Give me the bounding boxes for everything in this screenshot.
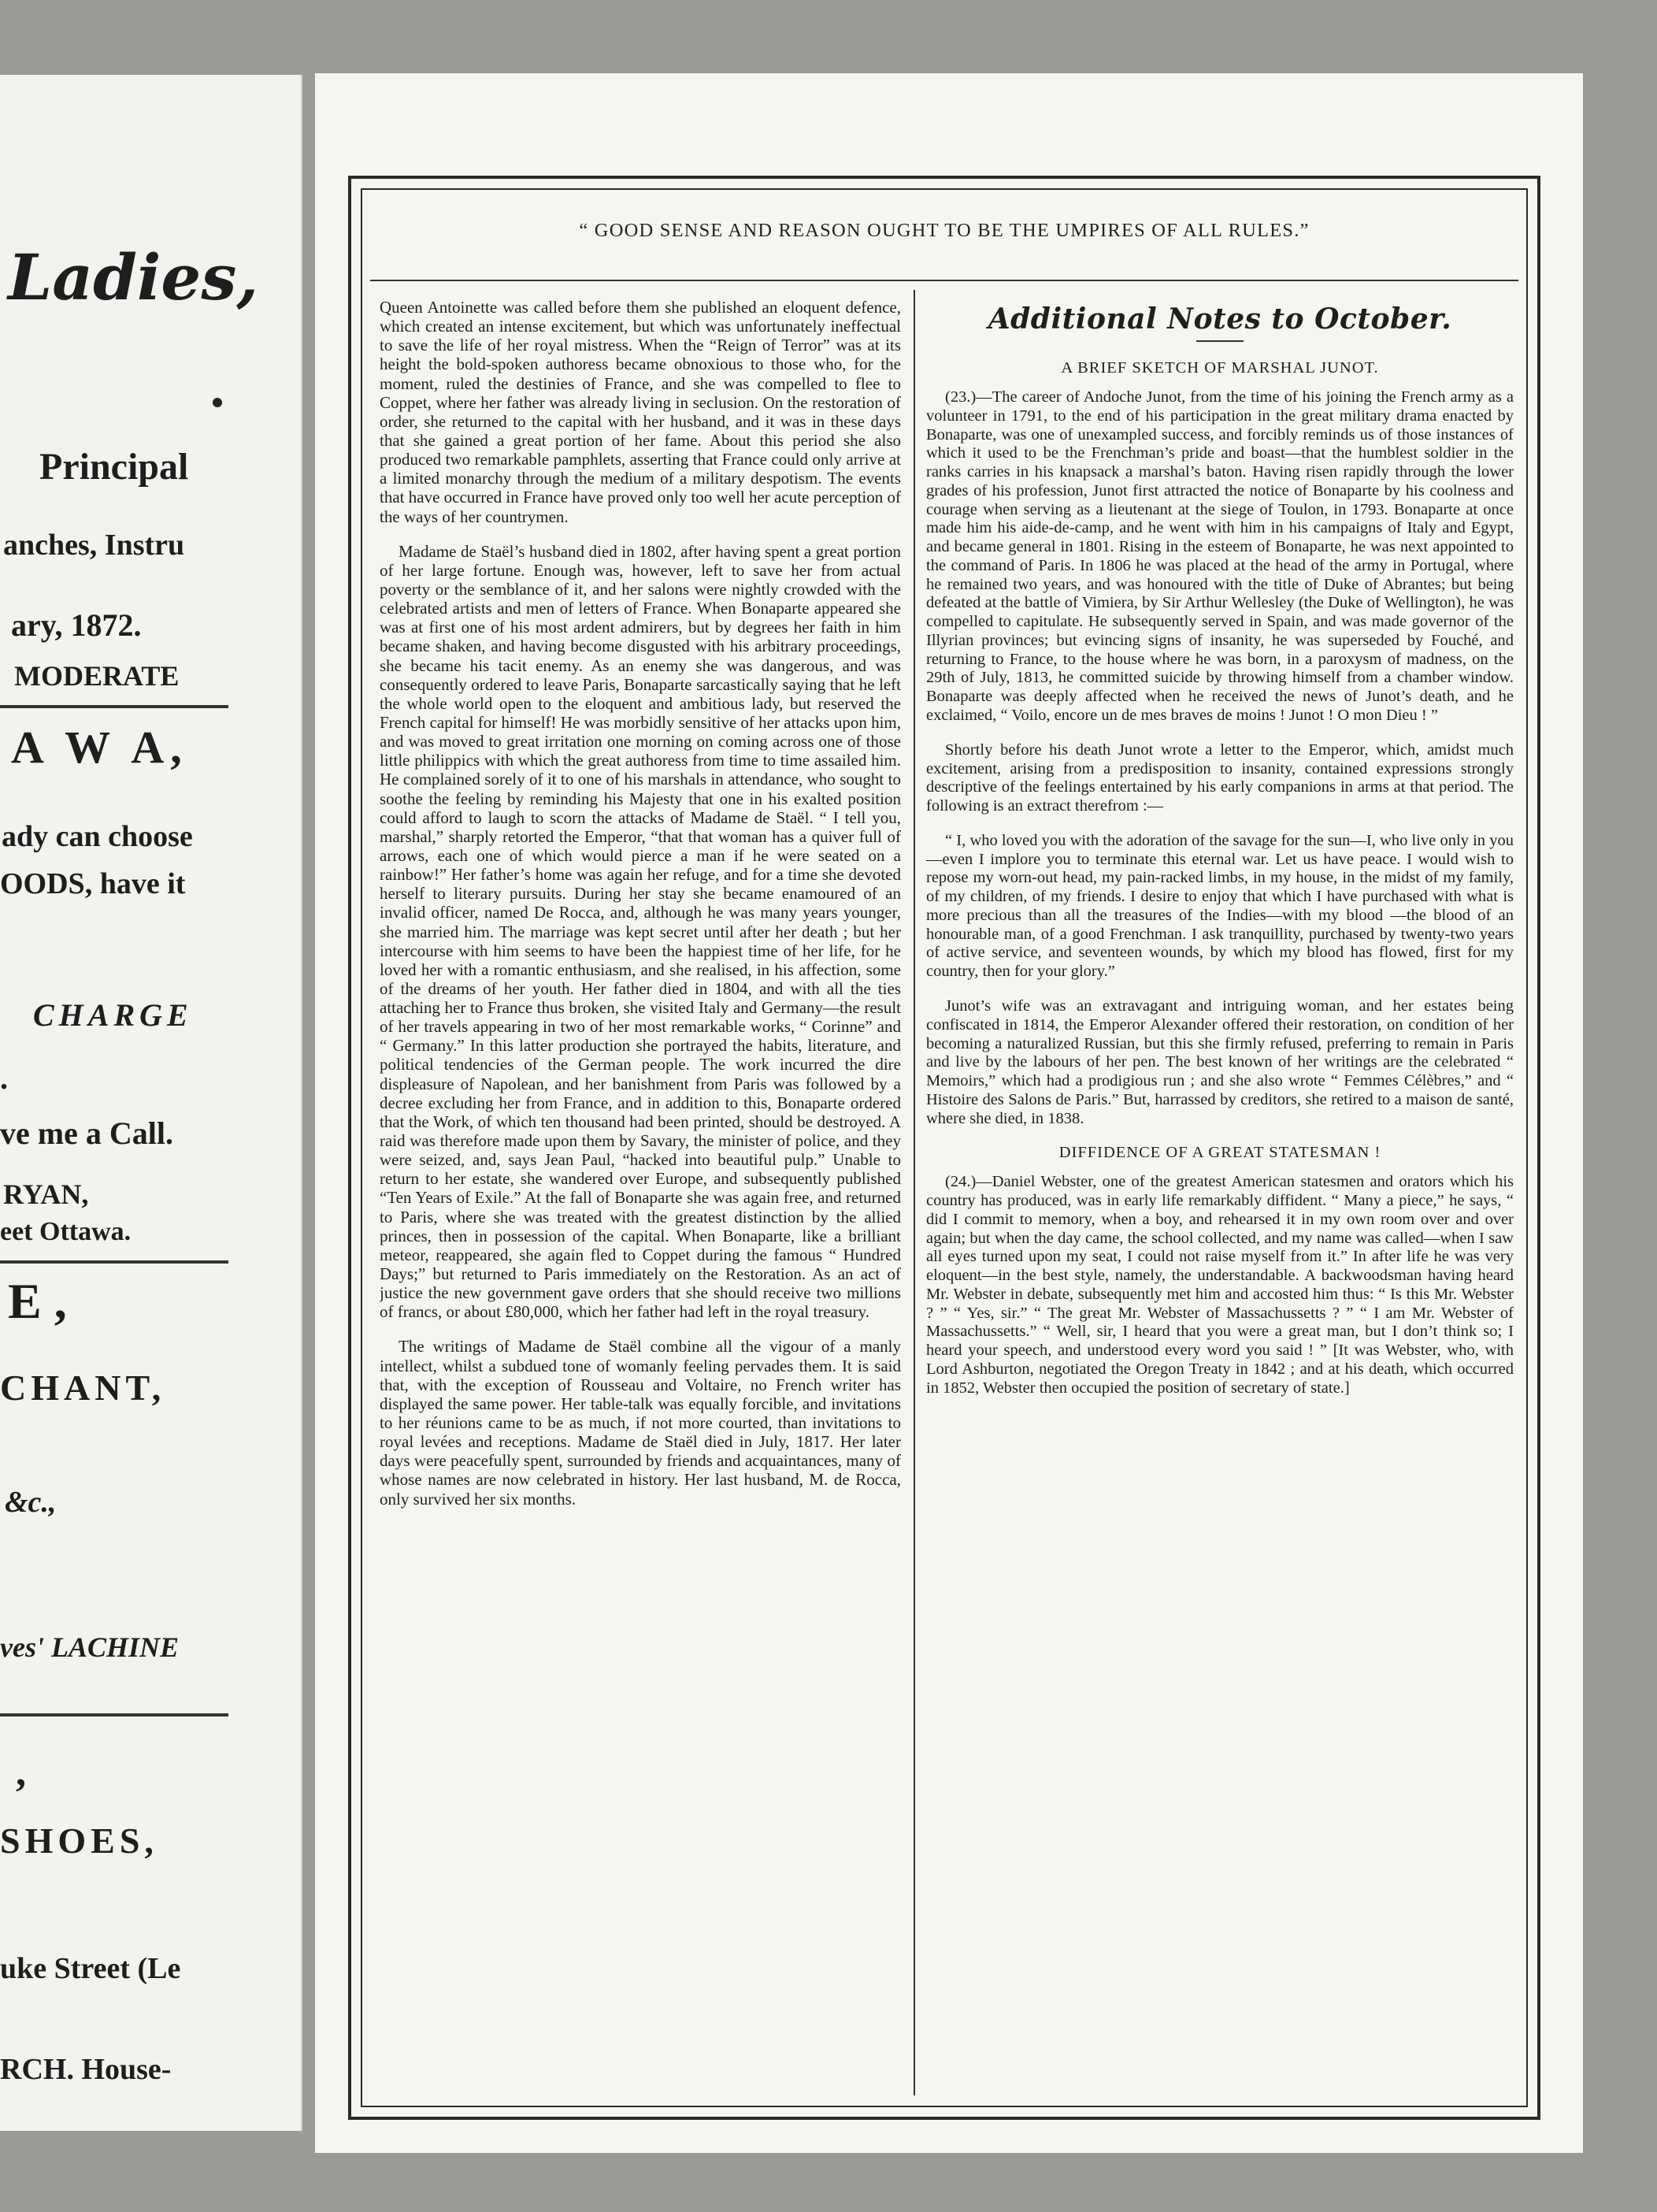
facing-line-shoes: SHOES, [0, 1820, 158, 1861]
facing-line-charge: CHARGE [33, 997, 193, 1033]
left-column [380, 298, 901, 2094]
article-heading: DIFFIDENCE OF A GREAT STATESMAN ! [1058, 1144, 1381, 1162]
facing-line-e: E , [8, 1273, 67, 1329]
facing-line-lachine: ves' LACHINE [0, 1631, 180, 1663]
facing-line-goods: OODS, have it [0, 867, 186, 900]
paragraph: (23.)—The career of Andoche Junot, from the time of his joining the French army as a volunteer in 1791, to the end of his participation in the great military drama enacted by Bonaparte, was one of unexampled success, and forcibly reminds us of those instances of which it used to be the Frenchman’s pride and boast—that the humblest soldier in the ranks carries in his knapsack a marshal’s baton. Having risen rapidly through the lower grades of his profession, Junot first attracted the notice of Bonaparte by his coolness and courage when serving as a lieutenant at the siege of Toulon, in 1793. Bonaparte at once made him his aide-de-camp, and he went with him in his campaigns of Italy and Egypt, and became general in 1801. Rising in the esteem of Bonaparte, he was next appointed to the command of Paris. In 1806 he was placed at the head of the army in Portugal, where he remained two years, and was honoured with the title of Duke of Abrantes; but being defeated at the battle of Vimiera, by Sir Arthur Wellesley (the Duke of Wellington), he was compelled to capitulate. He subsequently served in Spain, and was made governor of the Illyrian provinces; but evincing signs of insanity, he was superseded by Fouché, and returning to France, to the house where he was born, in a paroxysm of madness, on the 29th of July, 1813, he committed suicide by throwing himself from a chamber window. Bonaparte was deeply affected when he received the news of Junot’s death, and he exclaimed, “ Voilo, encore un de mes braves de moins ! Junot ! O mon Dieu ! ” [926, 388, 1514, 725]
facing-line-lady: ady can choose [2, 820, 193, 853]
facing-line-house: RCH. House- [0, 2053, 172, 2086]
bullet-dot [213, 398, 222, 407]
facing-line-ryan: RYAN, [3, 1178, 89, 1210]
facing-line-etc: &c., [5, 1486, 57, 1519]
page-motto: “ GOOD SENSE AND REASON OUGHT TO BE THE UMPIRES OF ALL RULES.” [579, 220, 1310, 241]
facing-page-fragment [0, 75, 302, 2131]
facing-line-street: eet Ottawa. [0, 1217, 132, 1246]
facing-line-comma: , [16, 1750, 26, 1794]
facing-line-duke: uke Street (Le [0, 1952, 181, 1985]
paragraph: (24.)—Daniel Webster, one of the greatest American statesmen and orators which his country has produced, was in early life remarkably diffident. “ Many a piece,” he says, “ did I commit to memory, when a boy, and rehearsed it in my own room over and over again; but when the day came, the school collected, and my name was called—when I saw all eyes turned upon my seat, I could not raise myself from it.” In after life he was very eloquent—in the best style, namely, the understandable. A backwoodsman having heard Mr. Webster in debate, subsequently met him and accosted him thus: “ Is this Mr. Webster ? ” “ Yes, sir.” “ The great Mr. Webster of Massachussetts ? ” “ I am Mr. Webster of Massachussetts.” “ Well, sir, I heard that you were a great man, but I don’t think so; I heard your speech, and understood every word you said ! ” [It was Webster, who, with Lord Ashburton, negotiated the Oregon Treaty in 1842 ; and at his death, which occurred in 1852, Webster then occupied the position of secretary of state.] [926, 1173, 1514, 1397]
facing-line-branches: anches, Instru [3, 529, 185, 562]
paragraph: Shortly before his death Junot wrote a letter to the Emperor, which, amidst much excitement, arising from a predisposition to insanity, contained expressions strongly descriptive of the feelings entertained by his early companions in arms at that period. The following is an extract therefrom :— [926, 740, 1514, 815]
facing-rule [0, 705, 228, 708]
paragraph: The writings of Madame de Staël combine all the vigour of a manly intellect, whilst a subdued tone of womanly feeling pervades them. It is said that, with the exception of Rousseau and Voltaire, no French writer has displayed the same power. Her table-talk was equally forcible, and invitations to her réunions came to be as much, if not more courted, than invitations to royal levées and receptions. Madame de Staël died in July, 1817. Her later days were peacefully spent, surrounded by friends and acquaintances, many of whose names are now celebrated in history. Her last husband, M. de Rocca, only survived her six months. [380, 1337, 901, 1509]
facing-line-chant: CHANT, [0, 1368, 166, 1408]
facing-line-call: ve me a Call. [0, 1115, 173, 1151]
facing-line-awa: A W A, [11, 722, 188, 773]
motto-rule [370, 280, 1518, 281]
facing-line-year: ary, 1872. [11, 607, 142, 643]
facing-line-dot: . [0, 1060, 8, 1096]
quotation-paragraph: “ I, who loved you with the adoration of the savage for the sun—I, who live only in you—even I implore you to terminate this eternal war. Let us have peace. I would wish to repose my worn-out head, my pain-racked limbs, in my house, in the midst of my family, of my children, of my friends. I desire to enjoy that which I have purchased with what is more precious than all the treasures of the Indies—with my blood —the blood of an honourable man, of a good Frenchman. I ask tranquillity, purchased by twenty-two years of active service, and seventeen wounds, by which my blood has flowed, first for my country, then for your glory.” [926, 831, 1514, 981]
column-divider [914, 290, 915, 2095]
facing-rule [0, 1260, 228, 1264]
facing-rule [0, 1713, 228, 1717]
facing-line-moderate: MODERATE [14, 660, 180, 692]
title-rule [1196, 340, 1244, 342]
section-title: Additional Notes to October. [988, 302, 1452, 336]
paragraph: Madame de Staël’s husband died in 1802, after having spent a great portion of her large fortune. Enough was, however, left to save her from actual poverty or the semblance of it, and her salons were nightly crowded with the celebrated artists and men of letters of France. When Bonaparte appeared she was at first one of his most ardent admirers, but by degrees her faith in him became shaken, and having become disgusted with his arbitrary proceedings, she became his tacit enemy. As an enemy she was dangerous, and was consequently ordered to leave Paris, Bonaparte sarcastically saying that he left the whole world open to the eloquent and ambitious lady, but reserved the French capital for himself! He was morbidly sensitive of her attacks upon him, and was moved to great irritation one morning on coming across one of those little philippics with which the great authoress from time to time assailed him. He complained sorely of it to one of his marshals in attendance, who sought to soothe the feeling by reminding his Majesty that one in his exalted position could afford to laugh to scorn the attacks of Madame de Staël. “ I tell you, marshal,” sharply retorted the Emperor, “that that woman has a quiver full of arrows, each one of which would pierce a man if he were seated on a rainbow!” Her father’s home was again her refuge, and for a time she devoted herself to literary pursuits. During her stay she became enamoured of an invalid officer, named De Rocca, and, although he was many years younger, she married him. The marriage was kept secret until after her death ; but her intercourse with him seems to have been the happiest time of her life, for he loved her with a romantic enthusiasm, and she realised, in his affection, some of the dreams of her youth. Her father died in 1804, and with all the ties attaching her to France thus broken, she visited Italy and Germany—the result of her travels appearing in two of her most remarkable works, “ Corinne” and “ Germany.” In this latter production she portrayed the habits, literature, and political tendencies of the German people. The work incurred the dire displeasure of Napolean, and her banishment from Paris was followed by a decree excluding her from France, and in addition to this, Bonaparte ordered that the Work, of which ten thousand had been printed, should be destroyed. A raid was therefore made upon them by Savary, the minister of police, and they were seized, and, says Jean Paul, “hacked into beautiful pulp.” Unable to return to her estate, she wandered over Europe, and subsequently published “Ten Years of Exile.” At the fall of Bonaparte she was again free, and returned to Paris, where she was treated with the greatest distinction by the allied princes, then in possession of the capital. When Bonaparte, like a brilliant meteor, reappeared, she again fled to Coppet during the famous “ Hundred Days;” but returned to Paris immediately on the Restoration. As an act of justice the new government gave orders that she should receive two millions of francs, or about £80,000, which her father had left in the royal treasury. [380, 541, 901, 1322]
main-page [315, 73, 1583, 2153]
paragraph: Junot’s wife was an extravagant and intriguing woman, and her estates being confiscated in 1814, the Emperor Alexander offered their restoration, on condition of her becoming a naturalized Russian, but this she firmly refused, preferring to remain in Paris and live by the labours of her pen. The best known of her writings are the celebrated “ Memoirs,” which had a prodigious run ; and she also wrote “ Femmes Célèbres,” and “ Histoire des Salons de Paris.” But, harrassed by creditors, she retired to a maison de santé, where she died, in 1838. [926, 997, 1514, 1127]
right-column [926, 298, 1514, 2094]
facing-line-ladies: Ladies, [8, 240, 259, 314]
facing-line-principal: Principal [39, 446, 189, 488]
article-heading: A BRIEF SKETCH OF MARSHAL JUNOT. [1061, 359, 1379, 377]
paragraph: Queen Antoinette was called before them she published an eloquent defence, which created an intense excitement, but which was unfortunately ineffectual to save the life of her royal mistress. When the “Reign of Terror” was at its height the bold-spoken authoress became obnoxious to those who, for the moment, ruled the destinies of France, and she was compelled to flee to Coppet, where her father was already living in seclusion. On the restoration of order, she returned to the capital with her husband, and it was in these days that she gained a great portion of her fame. About this period she also produced two remarkable pamphlets, asserting that France could only arrive at a limited monarchy through the medium of a military despotism. The events that have occurred in France have proved only too well her acute perception of the ways of her countrymen. [380, 298, 901, 526]
